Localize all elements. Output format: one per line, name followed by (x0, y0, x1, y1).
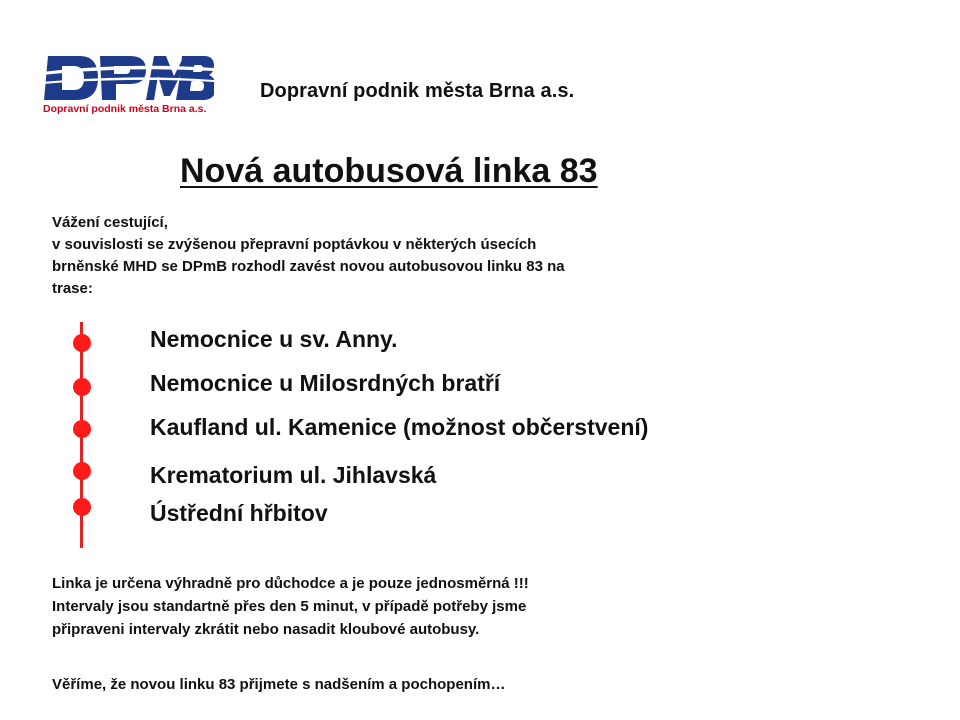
intro-text (52, 212, 732, 300)
company-name: Dopravní podnik města Brna a.s. (260, 80, 575, 102)
logo-tagline: Dopravní podnik města Brna a.s. (43, 103, 207, 115)
stop-name: Nemocnice u sv. Anny. (150, 326, 398, 352)
intro-line: Vážení cestující, (52, 214, 168, 231)
stop-dot-icon (73, 334, 91, 352)
stop-name: Krematorium ul. Jihlavská (150, 462, 437, 488)
intro-line: brněnské MHD se DPmB rozhodl zavést novou autobusovou linku 83 na (52, 258, 565, 275)
stop-dot-icon (73, 378, 91, 396)
dpmb-logo (42, 48, 214, 116)
stop-name: Kaufland ul. Kamenice (možnost občerstvení) (150, 414, 649, 440)
closing-text: Věříme, že novou linku 83 přijmete s nadšením a pochopením… (52, 676, 506, 693)
stop-dot-icon (73, 420, 91, 438)
stop-dot-icon (73, 462, 91, 480)
stop-name: Ústřední hřbitov (150, 500, 328, 526)
page-title: Nová autobusová linka 83 (180, 152, 598, 190)
notes-line: Linka je určena výhradně pro důchodce a je pouze jednosměrná !!! (52, 575, 529, 592)
intro-line: v souvislosti se zvýšenou přepravní poptávkou v některých úsecích (52, 236, 537, 253)
notes-text (52, 572, 752, 641)
stop-name: Nemocnice u Milosrdných bratří (150, 370, 501, 396)
dpmb-logo-graphic (42, 48, 214, 116)
intro-line: trase: (52, 280, 93, 297)
stop-dot-icon (73, 498, 91, 516)
notes-line: připraveni intervaly zkrátit nebo nasadit kloubové autobusy. (52, 621, 480, 638)
notes-line: Intervaly jsou standartně přes den 5 minut, v případě potřeby jsme (52, 598, 527, 615)
